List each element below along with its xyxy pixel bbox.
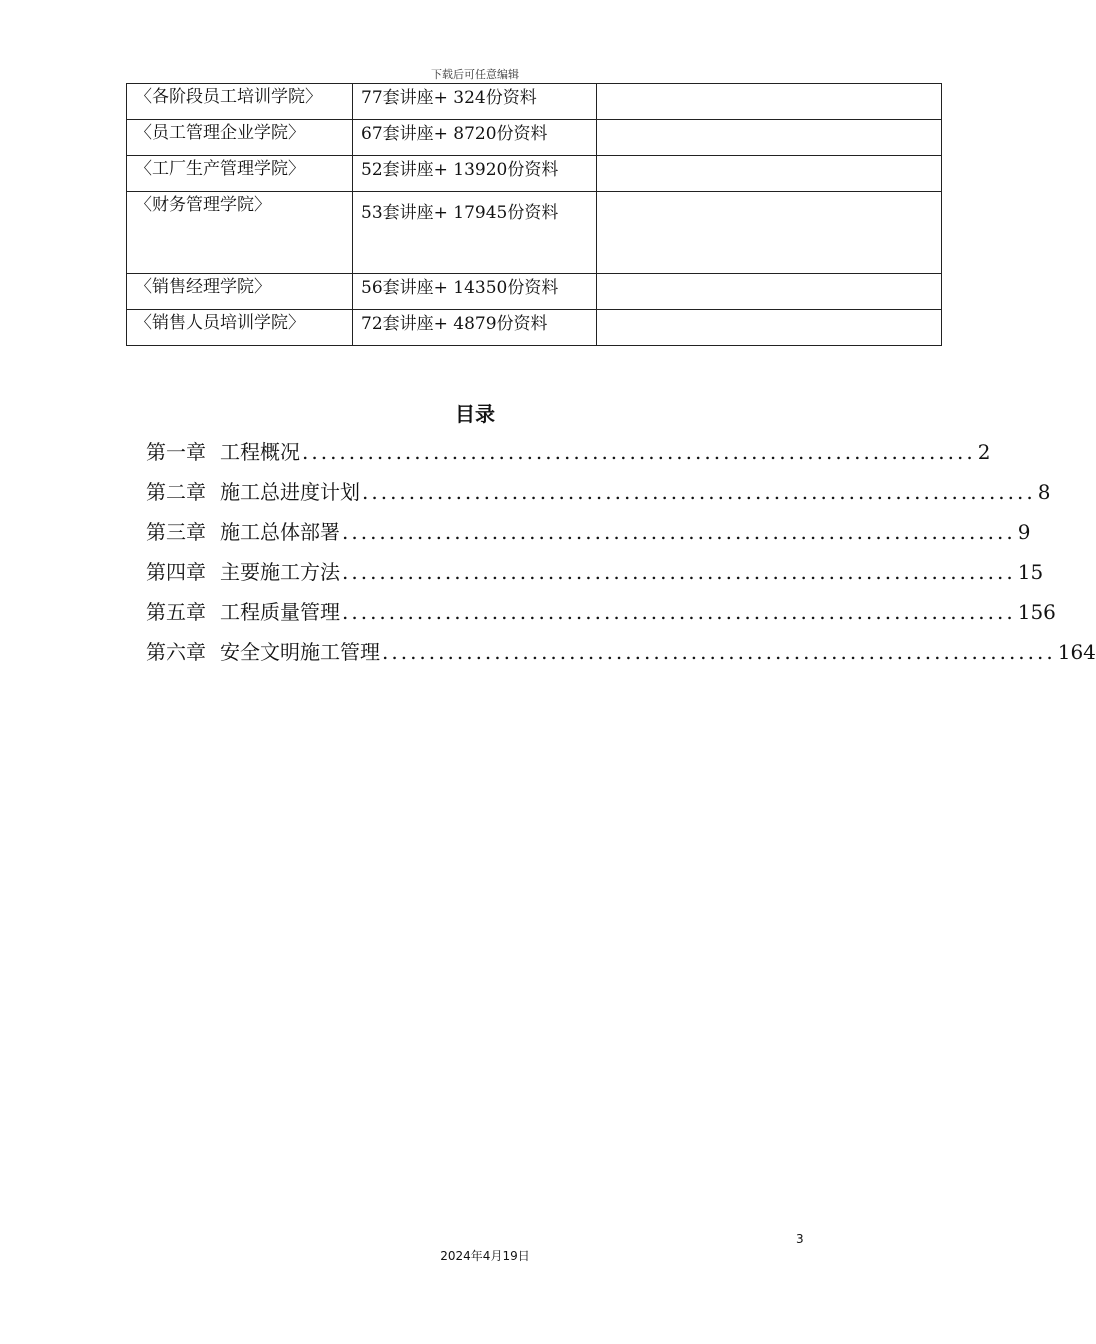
toc-chapter: 第六章 <box>146 640 206 664</box>
toc-leader: ........................................................................ <box>382 640 1056 664</box>
resource-note <box>597 84 942 120</box>
footer-date: 2024年4月19日 <box>440 1249 530 1263</box>
toc-entry-title: 施工总进度计划 <box>220 480 360 504</box>
toc-entry[interactable] <box>146 552 1044 592</box>
toc-leader: ........................................................................ <box>342 560 1016 584</box>
resource-content: 72套讲座+ 4879份资料 <box>353 310 597 346</box>
toc-entry-title: 施工总体部署 <box>220 520 340 544</box>
resource-name: 〈工厂生产管理学院〉 <box>127 156 353 192</box>
toc-entry-title: 主要施工方法 <box>220 560 340 584</box>
resource-name: 〈销售经理学院〉 <box>127 274 353 310</box>
table-row <box>127 310 942 346</box>
toc-title: 目录 <box>455 402 495 426</box>
toc-page: 164 <box>1057 640 1096 664</box>
resource-name: 〈销售人员培训学院〉 <box>127 310 353 346</box>
table-row <box>127 120 942 156</box>
resource-content: 53套讲座+ 17945份资料 <box>353 192 597 274</box>
resource-name: 〈各阶段员工培训学院〉 <box>127 84 353 120</box>
toc-chapter: 第二章 <box>146 480 206 504</box>
toc-entry[interactable] <box>146 432 991 472</box>
resource-note <box>597 192 942 274</box>
toc-entry[interactable] <box>146 592 1056 632</box>
toc-leader: ........................................................................ <box>342 600 1016 624</box>
toc-leader: ........................................................................ <box>342 520 1016 544</box>
table-row <box>127 156 942 192</box>
resource-name: 〈财务管理学院〉 <box>127 192 353 274</box>
resource-content: 52套讲座+ 13920份资料 <box>353 156 597 192</box>
toc-leader: ........................................................................ <box>362 480 1036 504</box>
toc-entry[interactable] <box>146 472 1051 512</box>
toc-page: 156 <box>1017 600 1056 624</box>
resource-note <box>597 310 942 346</box>
table-of-contents <box>146 432 1096 672</box>
toc-entry[interactable] <box>146 512 1031 552</box>
resource-content: 67套讲座+ 8720份资料 <box>353 120 597 156</box>
toc-chapter: 第五章 <box>146 600 206 624</box>
toc-page: 8 <box>1037 480 1051 504</box>
resource-content: 77套讲座+ 324份资料 <box>353 84 597 120</box>
table-row <box>127 192 942 274</box>
table-row <box>127 274 942 310</box>
table-row <box>127 84 942 120</box>
resource-note <box>597 156 942 192</box>
page-number: 3 <box>796 1232 804 1246</box>
toc-page: 15 <box>1017 560 1044 584</box>
toc-page: 2 <box>977 440 991 464</box>
toc-entry-title: 安全文明施工管理 <box>220 640 380 664</box>
header-note: 下载后可任意编辑 <box>431 68 519 81</box>
toc-chapter: 第一章 <box>146 440 206 464</box>
resource-name: 〈员工管理企业学院〉 <box>127 120 353 156</box>
resource-content: 56套讲座+ 14350份资料 <box>353 274 597 310</box>
toc-chapter: 第四章 <box>146 560 206 584</box>
toc-chapter: 第三章 <box>146 520 206 544</box>
resource-table <box>126 83 942 346</box>
resource-note <box>597 274 942 310</box>
toc-entry[interactable] <box>146 632 1096 672</box>
toc-page: 9 <box>1017 520 1031 544</box>
toc-entry-title: 工程质量管理 <box>220 600 340 624</box>
toc-entry-title: 工程概况 <box>220 440 300 464</box>
toc-leader: ........................................................................ <box>302 440 976 464</box>
resource-note <box>597 120 942 156</box>
